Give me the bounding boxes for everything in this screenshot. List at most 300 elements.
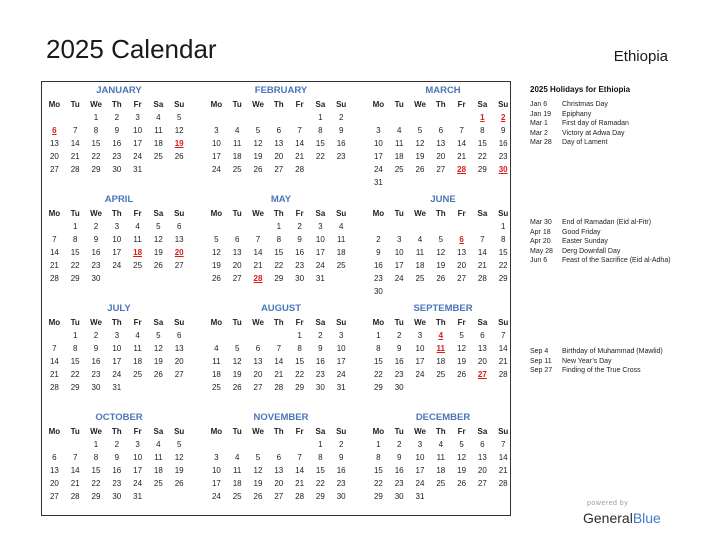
week-row [368, 329, 518, 342]
day-cell: 30 [112, 165, 122, 174]
empty-day-cell [148, 490, 169, 503]
day-cell: 2 [396, 331, 402, 340]
empty-day-cell [451, 285, 472, 298]
day-cell: 5 [234, 344, 240, 353]
day-cell: 10 [315, 235, 325, 244]
day-cell: 28 [274, 383, 284, 392]
holiday-item [530, 100, 680, 110]
day-cell: 17 [133, 466, 143, 475]
weekday-label: Su [498, 209, 509, 218]
day-cell: 26 [253, 492, 263, 501]
weekday-label: We [252, 209, 264, 218]
empty-day-cell [169, 381, 190, 394]
empty-day-cell [206, 438, 227, 451]
day-cell: 15 [373, 357, 383, 366]
day-cell: 16 [394, 466, 404, 475]
day-cell: 24 [112, 261, 122, 270]
holiday-name: Epiphany [562, 110, 592, 118]
weekday-header [206, 425, 356, 438]
weekday-label: Sa [153, 100, 164, 109]
empty-day-cell [331, 272, 352, 285]
day-cell: 24 [336, 370, 346, 379]
weekday-label: We [90, 100, 102, 109]
day-cell: 7 [500, 331, 506, 340]
empty-day-cell [493, 176, 514, 189]
empty-day-cell [493, 285, 514, 298]
day-cell: 18 [153, 139, 163, 148]
weekday-label: Mo [210, 100, 223, 109]
week-row [368, 342, 518, 355]
weekday-label: Th [273, 427, 284, 436]
day-cell: 13 [174, 344, 184, 353]
day-cell: 27 [49, 492, 59, 501]
day-cell: 16 [91, 357, 101, 366]
day-cell: 17 [315, 248, 325, 257]
day-cell: 12 [211, 248, 221, 257]
day-cell: 20 [274, 152, 284, 161]
day-cell: 24 [315, 261, 325, 270]
weekday-label: We [414, 100, 426, 109]
week-row [44, 163, 194, 176]
day-cell: 17 [373, 152, 383, 161]
day-cell: 24 [394, 274, 404, 283]
day-cell: 25 [232, 165, 242, 174]
holiday-item [530, 256, 680, 266]
empty-day-cell [169, 490, 190, 503]
holiday-day-cell: 11 [436, 344, 446, 353]
day-cell: 10 [394, 248, 404, 257]
day-cell: 21 [49, 370, 59, 379]
day-cell: 22 [70, 261, 80, 270]
weekday-label: Sa [315, 100, 326, 109]
empty-day-cell [410, 111, 431, 124]
day-cell: 6 [234, 235, 240, 244]
day-cell: 19 [457, 466, 467, 475]
day-cell: 27 [436, 165, 446, 174]
week-row [44, 111, 194, 124]
day-cell: 8 [297, 344, 302, 353]
month-name: JULY [107, 303, 131, 314]
day-cell: 14 [274, 357, 284, 366]
day-cell: 25 [133, 370, 143, 379]
weekday-label: Su [336, 209, 347, 218]
day-cell: 20 [457, 261, 467, 270]
week-row [368, 111, 518, 124]
empty-day-cell [472, 490, 493, 503]
day-cell: 2 [114, 113, 120, 122]
day-cell: 13 [253, 357, 263, 366]
day-cell: 19 [211, 261, 221, 270]
empty-day-cell [148, 381, 169, 394]
day-cell: 25 [436, 370, 446, 379]
week-row [206, 272, 356, 285]
weekday-header [44, 425, 194, 438]
weekday-label: We [252, 427, 264, 436]
day-cell: 8 [72, 344, 78, 353]
weekday-label: Mo [48, 100, 61, 109]
day-cell: 26 [174, 152, 184, 161]
month-name: FEBRUARY [254, 85, 308, 96]
day-cell: 17 [112, 357, 122, 366]
day-cell: 14 [457, 139, 467, 148]
day-cell: 2 [297, 222, 302, 231]
empty-day-cell [430, 381, 451, 394]
day-cell: 10 [336, 344, 346, 353]
day-cell: 8 [318, 453, 323, 462]
empty-day-cell [451, 381, 472, 394]
day-cell: 5 [438, 235, 444, 244]
empty-day-cell [389, 285, 410, 298]
day-cell: 6 [176, 222, 182, 231]
day-cell: 17 [394, 261, 404, 270]
weekday-label: Sa [153, 318, 164, 327]
day-cell: 23 [336, 152, 346, 161]
weekday-label: We [414, 427, 426, 436]
day-cell: 19 [253, 479, 263, 488]
holiday-date: Sep 27 [530, 367, 553, 375]
holiday-item [530, 247, 680, 257]
week-row [206, 150, 356, 163]
empty-day-cell [44, 220, 65, 233]
day-cell: 26 [153, 261, 163, 270]
day-cell: 18 [133, 357, 143, 366]
weekday-label: Mo [372, 318, 385, 327]
day-cell: 22 [315, 152, 325, 161]
weekday-label: Sa [153, 209, 164, 218]
weekday-label: Mo [48, 209, 61, 218]
weekday-label: We [252, 100, 264, 109]
empty-day-cell [410, 220, 431, 233]
day-cell: 13 [477, 344, 487, 353]
month-february [206, 84, 356, 176]
empty-day-cell [206, 329, 227, 342]
week-row [368, 477, 518, 490]
day-cell: 12 [253, 139, 263, 148]
day-cell: 10 [133, 126, 143, 135]
empty-day-cell [472, 381, 493, 394]
weekday-label: Tu [70, 318, 80, 327]
day-cell: 20 [49, 152, 59, 161]
day-cell: 19 [415, 152, 425, 161]
empty-day-cell [289, 438, 310, 451]
day-cell: 23 [112, 479, 122, 488]
day-cell: 1 [376, 440, 381, 449]
week-row [206, 355, 356, 368]
month-october [44, 411, 194, 503]
day-cell: 28 [477, 274, 487, 283]
week-row [206, 163, 356, 176]
day-cell: 21 [498, 357, 508, 366]
empty-day-cell [227, 220, 248, 233]
day-cell: 6 [176, 331, 182, 340]
day-cell: 26 [457, 479, 467, 488]
day-cell: 3 [417, 440, 423, 449]
day-cell: 14 [70, 466, 80, 475]
weekday-label: Tu [70, 100, 80, 109]
day-cell: 5 [214, 235, 219, 244]
day-cell: 17 [415, 466, 425, 475]
week-row [206, 259, 356, 272]
weekday-label: Su [498, 427, 509, 436]
day-cell: 29 [91, 492, 101, 501]
empty-day-cell [206, 220, 227, 233]
day-cell: 2 [376, 235, 381, 244]
day-cell: 8 [276, 235, 282, 244]
week-row [206, 451, 356, 464]
day-cell: 17 [336, 357, 346, 366]
week-row [368, 285, 518, 298]
empty-day-cell [410, 381, 431, 394]
empty-day-cell [451, 490, 472, 503]
holiday-name: Derg Downfall Day [562, 247, 621, 255]
holiday-date: Mar 1 [530, 120, 548, 128]
weekday-header [206, 98, 356, 111]
empty-day-cell [451, 111, 472, 124]
holiday-day-cell: 28 [457, 165, 467, 174]
day-cell: 7 [255, 235, 261, 244]
day-cell: 10 [133, 453, 143, 462]
day-cell: 20 [477, 466, 487, 475]
day-cell: 2 [338, 440, 344, 449]
day-cell: 12 [232, 357, 242, 366]
holiday-date: Mar 2 [530, 129, 548, 137]
day-cell: 4 [214, 344, 219, 353]
weekday-label: We [90, 209, 102, 218]
week-row [44, 477, 194, 490]
empty-day-cell [169, 163, 190, 176]
day-cell: 7 [297, 453, 302, 462]
day-cell: 27 [274, 165, 284, 174]
week-row [368, 163, 518, 176]
weekday-label: Mo [48, 318, 61, 327]
day-cell: 15 [373, 466, 383, 475]
day-cell: 23 [295, 261, 305, 270]
weekday-header [206, 316, 356, 329]
holiday-list-group [530, 100, 680, 148]
weekday-label: We [414, 318, 426, 327]
day-cell: 12 [415, 139, 425, 148]
empty-day-cell [430, 220, 451, 233]
day-cell: 31 [373, 178, 383, 187]
weekday-label: Fr [457, 100, 466, 109]
holiday-date: Jun 6 [530, 257, 548, 265]
empty-day-cell [493, 490, 514, 503]
day-cell: 25 [153, 479, 163, 488]
day-cell: 21 [253, 261, 263, 270]
empty-day-cell [310, 163, 331, 176]
day-cell: 22 [315, 479, 325, 488]
day-cell: 24 [415, 370, 425, 379]
weekday-label: Tu [232, 209, 242, 218]
week-row [368, 137, 518, 150]
weekday-label: Mo [48, 427, 61, 436]
empty-day-cell [227, 438, 248, 451]
empty-day-cell [430, 490, 451, 503]
week-row [44, 490, 194, 503]
weekday-label: Mo [210, 209, 223, 218]
day-cell: 26 [457, 370, 467, 379]
day-cell: 13 [274, 139, 284, 148]
month-name: SEPTEMBER [413, 303, 473, 314]
day-cell: 16 [315, 357, 325, 366]
empty-day-cell [248, 329, 269, 342]
day-cell: 22 [295, 370, 305, 379]
weekday-label: Fr [295, 209, 304, 218]
day-cell: 9 [338, 453, 344, 462]
day-cell: 14 [295, 466, 305, 475]
weekday-label: Sa [477, 318, 488, 327]
week-row [44, 342, 194, 355]
day-cell: 29 [373, 492, 383, 501]
day-cell: 18 [415, 261, 425, 270]
day-cell: 30 [295, 274, 305, 283]
weekday-header [368, 98, 518, 111]
day-cell: 1 [318, 440, 323, 449]
day-cell: 8 [93, 453, 99, 462]
empty-day-cell [127, 272, 148, 285]
day-cell: 12 [436, 248, 446, 257]
day-cell: 22 [91, 152, 101, 161]
day-cell: 24 [373, 165, 383, 174]
empty-day-cell [289, 111, 310, 124]
day-cell: 26 [211, 274, 221, 283]
week-row [206, 246, 356, 259]
weekday-label: We [414, 209, 426, 218]
day-cell: 3 [214, 453, 219, 462]
day-cell: 20 [477, 357, 487, 366]
month-name: JUNE [430, 194, 456, 205]
day-cell: 26 [415, 165, 425, 174]
day-cell: 22 [373, 370, 383, 379]
day-cell: 23 [91, 261, 101, 270]
country-name: Ethiopia [613, 48, 668, 65]
day-cell: 30 [91, 274, 101, 283]
day-cell: 3 [396, 235, 402, 244]
weekday-label: Fr [133, 209, 142, 218]
week-row [206, 137, 356, 150]
day-cell: 18 [211, 370, 221, 379]
week-row [206, 342, 356, 355]
day-cell: 8 [72, 235, 78, 244]
day-cell: 21 [295, 152, 305, 161]
day-cell: 18 [232, 152, 242, 161]
day-cell: 10 [415, 453, 425, 462]
day-cell: 21 [274, 370, 284, 379]
holiday-date: Jan 6 [530, 101, 548, 108]
brand-logo[interactable] [583, 510, 661, 526]
day-cell: 10 [112, 235, 122, 244]
day-cell: 29 [315, 492, 325, 501]
day-cell: 6 [52, 453, 57, 462]
day-cell: 19 [153, 357, 163, 366]
empty-day-cell [65, 111, 86, 124]
week-row [368, 438, 518, 451]
week-row [368, 150, 518, 163]
week-row [206, 124, 356, 137]
day-cell: 10 [373, 139, 383, 148]
holiday-name: New Year’s Day [562, 357, 612, 365]
weekday-label: Th [273, 209, 284, 218]
weekday-label: Su [336, 100, 347, 109]
empty-day-cell [127, 381, 148, 394]
day-cell: 23 [315, 370, 325, 379]
weekday-label: Su [174, 100, 185, 109]
day-cell: 7 [480, 235, 485, 244]
week-row [44, 259, 194, 272]
month-name: JANUARY [96, 85, 142, 96]
day-cell: 7 [459, 126, 464, 135]
empty-day-cell [410, 176, 431, 189]
holiday-day-cell: 20 [174, 248, 184, 257]
day-cell: 19 [174, 466, 184, 475]
week-row [368, 490, 518, 503]
week-row [206, 233, 356, 246]
day-cell: 3 [417, 331, 423, 340]
day-cell: 5 [156, 222, 161, 231]
holiday-day-cell: 6 [52, 126, 57, 135]
day-cell: 30 [112, 492, 122, 501]
empty-day-cell [430, 111, 451, 124]
week-row [44, 272, 194, 285]
day-cell: 3 [135, 113, 140, 122]
day-cell: 22 [477, 152, 487, 161]
weekday-label: Tu [70, 209, 80, 218]
day-cell: 19 [436, 261, 446, 270]
day-cell: 18 [436, 357, 446, 366]
day-cell: 21 [457, 152, 467, 161]
holiday-item [530, 357, 680, 367]
day-cell: 24 [133, 479, 143, 488]
week-row [44, 381, 194, 394]
day-cell: 19 [153, 248, 163, 257]
day-cell: 27 [232, 274, 242, 283]
holiday-date: Jan 19 [530, 110, 552, 118]
day-cell: 24 [112, 370, 122, 379]
empty-day-cell [368, 220, 389, 233]
holiday-date: Apr 20 [530, 238, 551, 246]
day-cell: 14 [253, 248, 263, 257]
day-cell: 9 [297, 235, 302, 244]
day-cell: 23 [498, 152, 508, 161]
day-cell: 9 [114, 453, 120, 462]
holiday-date: Mar 28 [530, 139, 552, 147]
empty-day-cell [148, 163, 169, 176]
day-cell: 17 [211, 152, 221, 161]
weekday-header [44, 207, 194, 220]
day-cell: 11 [154, 453, 163, 462]
empty-day-cell [65, 438, 86, 451]
day-cell: 18 [394, 152, 404, 161]
day-cell: 4 [396, 126, 402, 135]
day-cell: 16 [373, 261, 383, 270]
day-cell: 10 [211, 466, 221, 475]
holiday-day-cell: 1 [480, 113, 485, 122]
day-cell: 1 [93, 113, 99, 122]
day-cell: 2 [93, 331, 99, 340]
day-cell: 26 [153, 370, 163, 379]
day-cell: 1 [72, 331, 78, 340]
day-cell: 24 [133, 152, 143, 161]
holiday-name: Birthday of Muhammad (Mawlid) [562, 348, 663, 355]
day-cell: 23 [112, 152, 122, 161]
day-cell: 4 [417, 235, 423, 244]
day-cell: 16 [336, 139, 346, 148]
weekday-label: Th [435, 427, 446, 436]
day-cell: 20 [274, 479, 284, 488]
holiday-name: Good Friday [562, 228, 601, 236]
month-name: AUGUST [260, 303, 302, 314]
day-cell: 4 [135, 331, 140, 340]
